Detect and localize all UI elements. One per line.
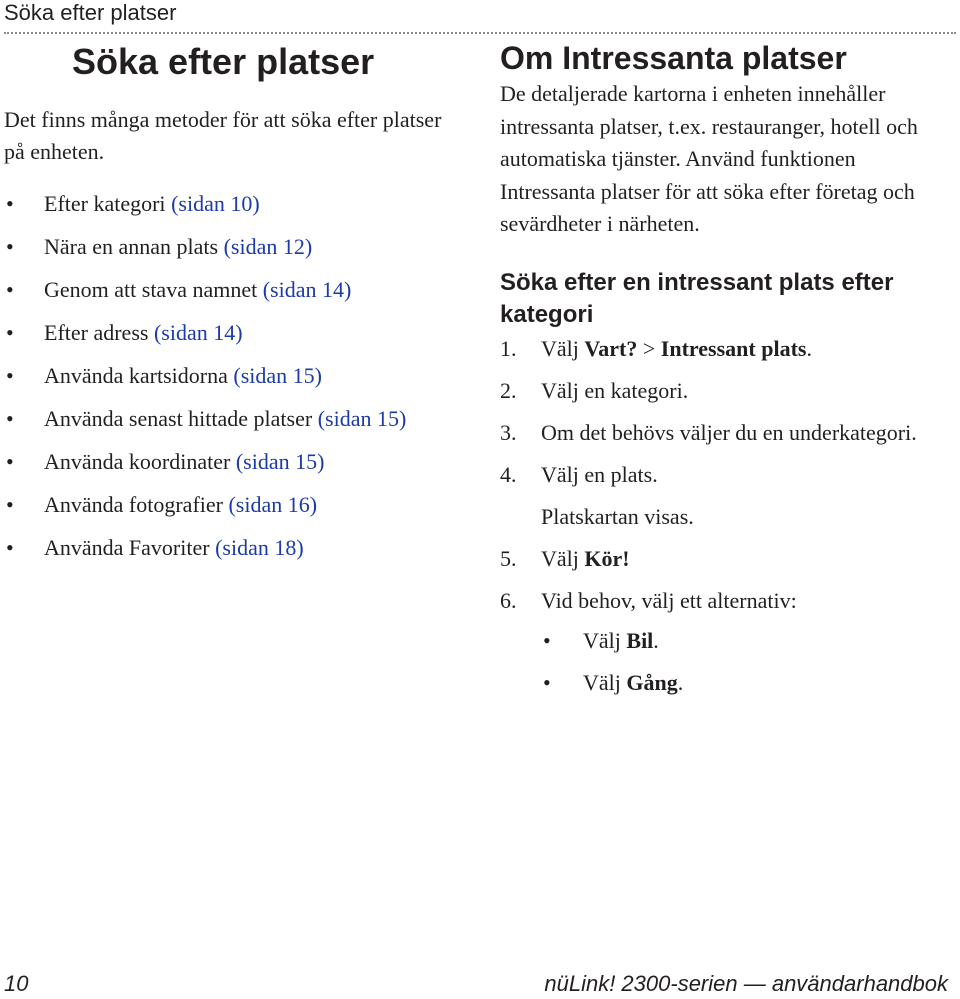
list-item [4, 483, 474, 526]
right-column [500, 40, 950, 709]
step-note: Platskartan visas. [541, 503, 694, 529]
bullet-icon: • [543, 627, 551, 653]
page-title: Söka efter platser [72, 41, 375, 82]
page-link[interactable]: (sidan 14) [153, 320, 243, 345]
search-methods-list [4, 182, 474, 569]
step-text-end: . [806, 335, 812, 361]
list-item-text: Efter adress [44, 320, 154, 345]
page-link[interactable]: (sidan 16) [228, 492, 318, 517]
list-item-text: Använda senast hittade platser [44, 406, 318, 431]
options-list [541, 625, 950, 699]
bullet-icon: • [6, 535, 14, 560]
intro-text: Det finns många metoder för att söka efter platser på enheten. [4, 107, 442, 164]
menu-label-bil: Bil [626, 627, 654, 653]
option-item [541, 667, 950, 699]
menu-label-intressant-plats: Intressant plats [660, 335, 807, 361]
step-number: 4. [500, 461, 517, 487]
separator: > [637, 335, 661, 361]
list-item-text: Använda fotografier [44, 492, 229, 517]
step-number: 3. [500, 419, 517, 445]
list-item [4, 268, 474, 311]
step-number: 6. [500, 587, 517, 613]
step-item [500, 543, 950, 575]
list-item-text: Använda koordinater [44, 449, 236, 474]
list-item-text: Genom att stava namnet [44, 277, 263, 302]
step-item [500, 417, 950, 449]
steps-list [500, 333, 950, 699]
page-link[interactable]: (sidan 10) [171, 191, 260, 216]
step-text: Välj en kategori. [541, 377, 689, 403]
list-item-text: Använda Favoriter [44, 535, 216, 560]
page-number: 10 [4, 971, 29, 996]
menu-label-gang: Gång [626, 669, 678, 695]
bullet-icon: • [543, 669, 551, 695]
list-item [4, 526, 474, 569]
page-link[interactable]: (sidan 15) [317, 406, 407, 431]
page-link[interactable]: (sidan 15) [233, 363, 322, 388]
menu-label-kor: Kör! [584, 545, 630, 571]
step-item [500, 585, 950, 699]
option-text-end: . [653, 627, 659, 653]
page-link[interactable]: (sidan 12) [223, 234, 313, 259]
option-text-end: . [677, 669, 684, 695]
step-item [500, 375, 950, 407]
list-item-text: Efter kategori [44, 191, 172, 216]
step-text: Välj [541, 335, 585, 361]
step-number: 2. [500, 377, 517, 403]
step-number: 5. [500, 545, 517, 571]
list-item-text: Använda kartsidorna [44, 363, 234, 388]
list-item-text: Nära en annan plats [44, 234, 224, 259]
option-text: Välj [583, 627, 627, 653]
step-text: Om det behövs väljer du en underkategori. [541, 419, 917, 445]
list-item [4, 440, 474, 483]
step-item [500, 459, 950, 533]
step-text: Välj en plats. [541, 461, 658, 487]
bullet-icon: • [6, 191, 14, 216]
list-item [4, 354, 474, 397]
header-divider [4, 32, 956, 34]
list-item [4, 311, 474, 354]
bullet-icon: • [6, 234, 14, 259]
subsection-heading: Söka efter en intressant plats efter kategori [500, 268, 894, 328]
bullet-icon: • [6, 406, 14, 431]
list-item [4, 182, 474, 225]
section-heading: Om Intressanta platser [500, 40, 847, 76]
list-item [4, 225, 474, 268]
bullet-icon: • [6, 492, 14, 517]
bullet-icon: • [6, 320, 14, 345]
section-paragraph: De detaljerade kartorna i enheten innehåller intressanta platser, t.ex. restauranger, hotell och automatiska tjänster. Använd funktionen Intressanta platser för att söka efter företag och sevärdheter i närheten. [500, 81, 918, 236]
footer-book-title: nüLink! 2300-serien — användarhandbok [544, 971, 948, 996]
bullet-icon: • [6, 363, 14, 388]
list-item [4, 397, 474, 440]
menu-label-vart: Vart? [584, 335, 638, 361]
page-link[interactable]: (sidan 15) [235, 449, 325, 474]
page-link[interactable]: (sidan 14) [262, 277, 352, 302]
page-link[interactable]: (sidan 18) [215, 535, 304, 560]
option-item [541, 625, 950, 657]
bullet-icon: • [6, 449, 14, 474]
step-item [500, 333, 950, 365]
left-column [4, 40, 474, 569]
bullet-icon: • [6, 277, 14, 302]
step-text: Vid behov, välj ett alternativ: [541, 587, 797, 613]
step-text: Välj [541, 545, 585, 571]
running-head: Söka efter platser [4, 0, 177, 25]
option-text: Välj [583, 669, 627, 695]
step-number: 1. [500, 335, 517, 361]
